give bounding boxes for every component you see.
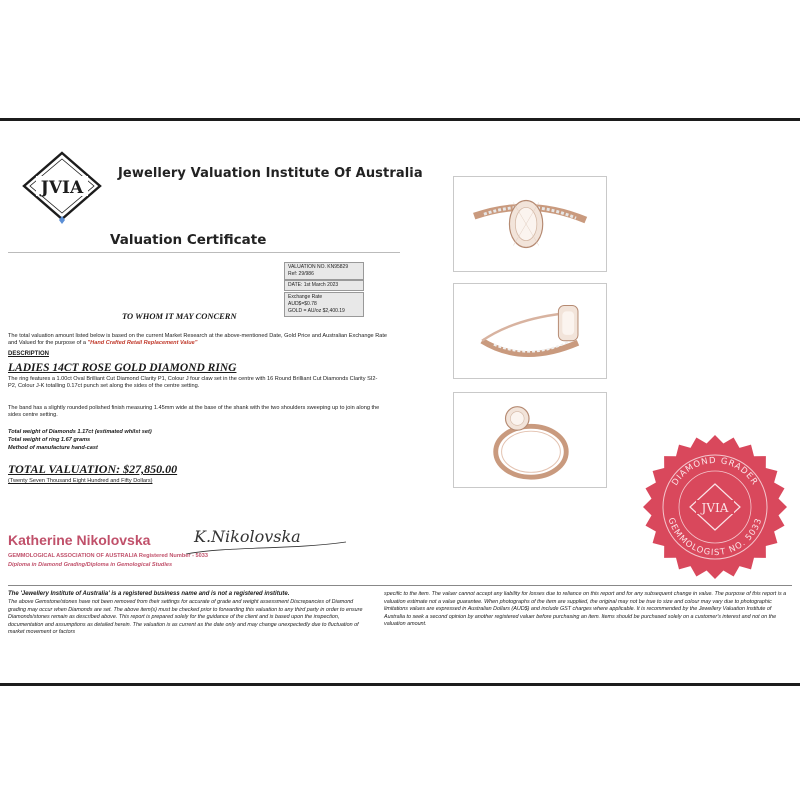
seal-bottom-text: GEMMOLOGIST NO. 5033	[665, 516, 765, 559]
aud-rate: AUD$=$0.78	[288, 301, 317, 307]
ring-photo-top	[453, 176, 607, 272]
item-title: LADIES 14CT ROSE GOLD DIAMOND RING	[8, 362, 237, 374]
jvia-logo	[20, 150, 104, 226]
certificate-title: Valuation Certificate	[110, 232, 267, 248]
disclaimer-left: The above Gemstone/stones have not been removed from their settings for accurate of grade and weight assessment Discrepancies of Diamond grading may occur when Diamonds are set. The above item(s) must be checked prior to forwarding this valuation to any third party in order to ensure Diamonds/stones remain as described above. This report is prepared solely for the guidance of the client and is based upon the inspection, documentation and assumptions as detailed herein. The valuation is as current as the date only and may change unexpectedly due to fluctuation of market movement or factors	[8, 599, 363, 636]
total-valuation: TOTAL VALUATION: $27,850.00	[8, 462, 178, 476]
band-paragraph: The band has a slightly rounded polished finish measuring 1.45mm wide at the base of the shank with the two shoulders sweeping up to join along the sides centre setting.	[8, 405, 380, 419]
diamond-grader-seal	[640, 432, 790, 582]
logo-text: JVIA	[40, 178, 84, 198]
signer-name: Katherine Nikolovska	[8, 532, 151, 548]
total-in-words: (Twenty Seven Thousand Eight Hundred and Fifty Dollars)	[8, 478, 153, 484]
description-paragraph: The ring features a 1.00ct Oval Brilliant Cut Diamond Clarity P1, Colour J four claw set in the centre with 16 Round Brilliant Cut Diamonds Clarity SI2-P2, Colour J-K totalling 0.17ct punch set along the sides of the centre setting.	[8, 376, 378, 390]
ring-weight: Total weight of ring 1.67 grams	[8, 437, 91, 443]
title-divider	[8, 252, 400, 253]
ring-photo-side	[453, 283, 607, 379]
signature: K.Nikolovska	[194, 527, 301, 546]
diamond-weight: Total weight of Diamonds 1.17ct (estimated whilst set)	[8, 429, 152, 435]
intro-purpose: "Hand Crafted Retail Replacement Value"	[87, 340, 198, 346]
disclaimer-right: specific to the item. The valuer cannot accept any liability for losses due to reliance on this report and for any subsequent change in value. The purpose of this report is a valuation estimate not a value guarantee. When photographs of the item are supplied, the original may not be true to size and colour may vary due to photographic limitations values are expressed in Australian Dollars (AUD$) and include GST charges where applicable. It is recommended by the Jewellery Valuation Institute of Australia to seek a second opinion by another registered valuer before purchasing an item. Items should be purchased solely on a customer's interest and not on the valuation amount.	[384, 591, 787, 628]
qualification-diplomas: Diploma in Diamond Grading/Diploma in Gemological Studies	[8, 562, 173, 568]
exchange-rate-label: Exchange Rate	[288, 294, 323, 300]
seal-top-text: DIAMOND GRADER	[670, 455, 760, 488]
seal-center-text: JVIA	[701, 501, 729, 515]
manufacture-method: Method of manufacture hand-cast	[8, 445, 98, 451]
ring-photo-front	[453, 392, 607, 488]
reference-number: Ref: 29/986	[288, 271, 314, 277]
valuation-number: VALUATION NO. KN95829	[288, 264, 349, 270]
valuation-number-box	[284, 262, 364, 280]
qualification-registration: GEMMOLOGICAL ASSOCIATION OF AUSTRALIA Registered Number - 5033	[8, 553, 208, 559]
exchange-rate-box	[284, 292, 364, 317]
date-box	[284, 280, 364, 291]
institute-name: Jewellery Valuation Institute Of Australia	[118, 166, 423, 181]
intro-paragraph	[8, 333, 390, 347]
footer-divider	[8, 585, 792, 586]
weights-block	[8, 428, 152, 452]
intro-text: The total valuation amount listed below is based on the current Market Research at the above-mentioned Date, Gold Price and Australian Exchange Rate and Valued for the purpose of a	[8, 333, 388, 346]
disclaimer-heading: The 'Jewellery Institute of Australia' is a registered business name and is not a registered institute.	[8, 591, 290, 597]
valuation-date: DATE: 1st March 2023	[288, 282, 339, 288]
gold-rate: GOLD = AU/oz $2,400.19	[288, 308, 345, 314]
salutation: TO WHOM IT MAY CONCERN	[122, 311, 237, 321]
description-label: DESCRIPTION	[8, 351, 50, 357]
